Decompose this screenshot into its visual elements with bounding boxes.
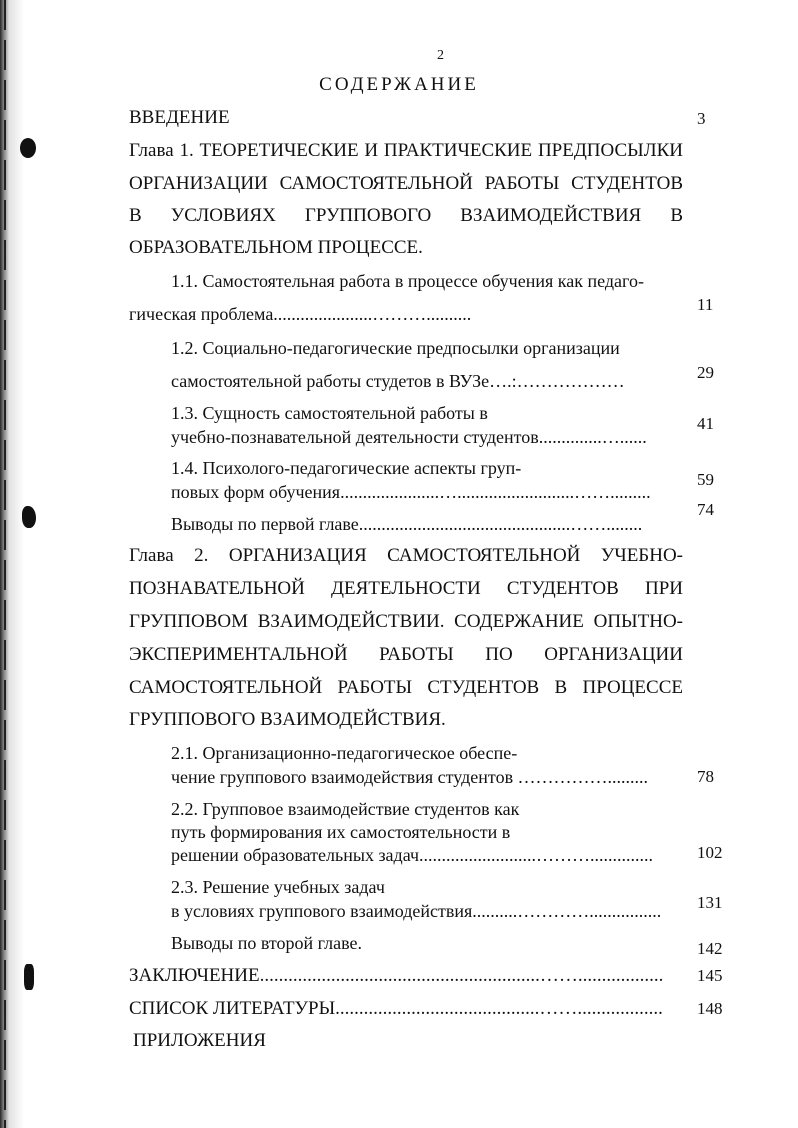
chapter-2-conclusions-page: 142: [697, 939, 723, 958]
section-2-2-page: 102: [697, 843, 723, 862]
section-2-3: 2.3. Решение учебных задач: [171, 877, 385, 897]
toc-conclusion: ЗАКЛЮЧЕНИЕ...........................................................……..................: [129, 965, 664, 986]
section-1-4-page: 59: [697, 470, 714, 489]
section-1-4: повых форм обучения......................…..........................…….........: [171, 482, 651, 502]
page-title: СОДЕРЖАНИЕ: [319, 74, 479, 95]
chapter-1-conclusions: Выводы по первой главе...............................................……........: [171, 514, 643, 534]
section-1-3: учебно-познавательной деятельности студентов..............…......: [171, 427, 647, 447]
section-2-1: чение группового взаимодействия студентов …………….........: [171, 767, 649, 787]
scan-edge-shadow: [0, 0, 26, 1128]
section-2-2: 2.2. Групповое взаимодействие студентов как: [171, 799, 520, 819]
toc-appendices: ПРИЛОЖЕНИЯ: [133, 1030, 266, 1051]
chapter-2-heading-line: ПОЗНАВАТЕЛЬНОЙ ДЕЯТЕЛЬНОСТИ СТУДЕНТОВ ПРИ: [129, 578, 683, 599]
toc-references: СПИСОК ЛИТЕРАТУРЫ...........................................……..................: [129, 998, 663, 1019]
chapter-2-conclusions: Выводы по второй главе.: [171, 933, 362, 953]
section-1-1-page: 11: [697, 295, 714, 314]
chapter-2-heading-line: ГРУППОВОМ ВЗАИМОДЕЙСТВИИ. СОДЕРЖАНИЕ ОПЫТНО-: [129, 611, 683, 632]
chapter-2-heading-line: ГРУППОВОГО ВЗАИМОДЕЙСТВИЯ.: [129, 709, 446, 730]
section-2-1-page: 78: [697, 767, 714, 786]
scan-blot: [22, 506, 36, 528]
section-2-2: решении образовательных задач..........................………..............: [171, 845, 654, 865]
page-number: 2: [437, 48, 444, 63]
section-2-3: в условиях группового взаимодействия..........…………................: [171, 901, 662, 921]
section-2-2: путь формирования их самостоятельности в: [171, 822, 511, 842]
section-1-4: 1.4. Психолого-педагогические аспекты груп-: [171, 458, 522, 478]
chapter-1-conclusions-page: 74: [697, 500, 714, 519]
section-1-3: 1.3. Сущность самостоятельной работы в: [171, 403, 488, 423]
scan-blot: [24, 964, 34, 990]
toc-conclusion-page: 145: [697, 966, 723, 985]
chapter-1-heading-line: ОРГАНИЗАЦИИ САМОСТОЯТЕЛЬНОЙ РАБОТЫ СТУДЕНТОВ: [129, 173, 683, 194]
section-1-3-page: 41: [697, 414, 714, 433]
chapter-2-heading-line: САМОСТОЯТЕЛЬНОЙ РАБОТЫ СТУДЕНТОВ В ПРОЦЕССЕ: [129, 677, 683, 698]
toc-references-page: 148: [697, 999, 723, 1018]
section-2-1: 2.1. Организационно-педагогическое обеспе-: [171, 743, 518, 763]
section-1-2: самостоятельной работы студетов в ВУЗе….:………………: [171, 371, 625, 391]
chapter-1-heading-line: В УСЛОВИЯХ ГРУППОВОГО ВЗАИМОДЕЙСТВИЯ В: [129, 205, 683, 226]
chapter-1-heading-line: ОБРАЗОВАТЕЛЬНОМ ПРОЦЕССЕ.: [129, 237, 423, 258]
chapter-1-heading-line: Глава 1. ТЕОРЕТИЧЕСКИЕ И ПРАКТИЧЕСКИЕ ПРЕДПОСЫЛКИ: [129, 140, 683, 161]
chapter-2-heading-line: Глава 2. ОРГАНИЗАЦИЯ САМОСТОЯТЕЛЬНОЙ УЧЕБНО-: [129, 545, 683, 566]
toc-introduction-page: 3: [697, 109, 706, 128]
scan-blot: [20, 138, 36, 158]
toc-introduction: ВВЕДЕНИЕ: [129, 107, 230, 128]
section-1-1: гическая проблема......................………..........: [129, 304, 472, 324]
section-1-2: 1.2. Социально-педагогические предпосылки организации: [171, 338, 620, 358]
chapter-2-heading-line: ЭКСПЕРИМЕНТАЛЬНОЙ РАБОТЫ ПО ОРГАНИЗАЦИИ: [129, 644, 683, 665]
section-2-3-page: 131: [697, 893, 723, 912]
section-1-1: 1.1. Самостоятельная работа в процессе обучения как педаго-: [171, 271, 644, 291]
section-1-2-page: 29: [697, 363, 714, 382]
